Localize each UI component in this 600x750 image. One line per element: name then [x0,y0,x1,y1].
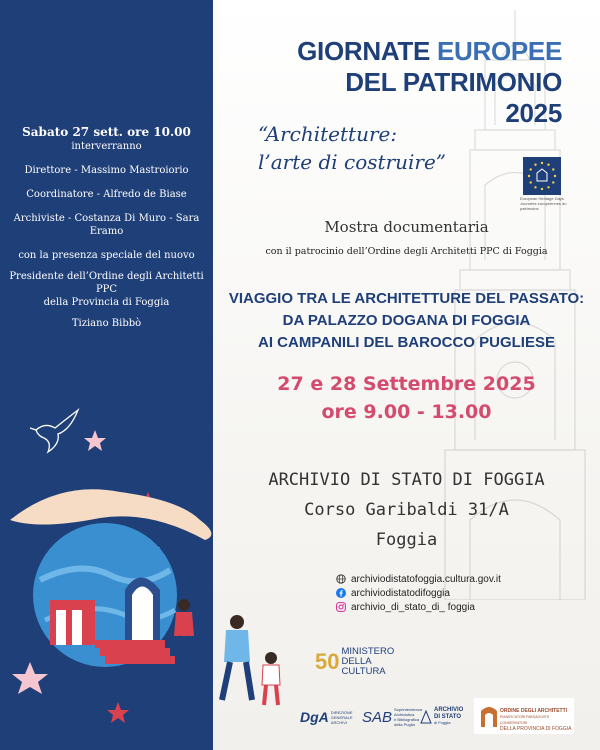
event-hours: ore 9.00 - 13.00 [321,401,492,423]
theme-line-1: VIAGGIO TRA LE ARCHITETTURE DEL PASSATO: [228,290,585,307]
globe-icon [336,574,346,584]
director: Direttore - Massimo Mastroiorio [24,165,189,176]
contacts-list [336,572,501,614]
title-line-patrimonio: DEL PATRIMONIO [345,67,562,97]
subtitle-line-1: “Architetture: [258,122,398,146]
facebook-text: archiviodistatodifoggia [351,587,450,599]
ordine-architetti-logo: ORDINE DEGLI ARCHITETTI PIANIFICATORI PAESAGGISTI CONSERVATORI DELLA PROVINCIA DI FOGGIA [474,698,574,734]
facebook-icon [336,588,346,598]
title-word-giornate: GIORNATE [297,36,437,66]
instagram-icon [336,602,346,612]
event-title [297,36,562,129]
star-icon [107,702,129,723]
title-year: 2025 [505,98,562,128]
star-icon [84,430,106,451]
dga-logo: DgA DIREZIONE GENERALE ARCHIVI [300,709,353,725]
fifty-years-mark: 50 [315,649,340,674]
exhibition-type: Mostra documentaria [324,218,489,236]
adult-figure [222,615,252,700]
president-name: Tiziano Bibbò [71,318,142,329]
president-title-2: della Provincia di Foggia [43,297,170,308]
program-date: Sabato 27 sett. ore 10.00 [22,125,191,139]
contact-facebook[interactable] [336,586,501,600]
ordine-emblem-icon [478,703,500,729]
dove-icon [30,410,78,452]
european-heritage-days-logo [523,157,561,195]
archivio-stato-logo: ARCHIVIO DI STATO di Foggia [420,707,463,727]
exhibition-subtitle [258,120,446,176]
red-building [50,600,95,645]
eu-logo-caption: European Heritage Days Journées européennes du patrimoine [520,196,567,211]
sab-logo: SAB Soprintendenza Archivistica e Bibliografica della Puglia [362,707,423,727]
decorative-illustration [0,400,300,750]
event-days: 27 e 28 Settembre 2025 [277,373,536,395]
exhibition-theme [213,288,600,354]
red-stairs [95,640,175,664]
left-program-info [0,125,213,330]
archive-building-icon [420,710,432,724]
special-presence: con la presenza speciale del nuovo [18,250,195,261]
website-text: archiviodistatofoggia.cultura.gov.it [351,573,501,585]
contact-website[interactable] [336,572,501,586]
president-title-1: Presidente dell’Ordine degli Architetti PPC [9,271,204,295]
instagram-text: archivio_di_stato_di_ foggia [351,601,475,613]
theme-line-2: DA PALAZZO DOGANA DI FOGGIA [282,312,531,329]
subtitle-line-2: l’arte di costruire” [258,150,447,174]
ministero-text: MINISTERO DELLA CULTURA [341,646,395,677]
contact-instagram[interactable] [336,600,501,614]
ministero-cultura-logo [315,647,394,677]
venue-address: Corso Garibaldi 31/A [304,500,509,520]
title-word-europee: EUROPEE [436,36,562,66]
theme-line-3: AI CAMPANILI DEL BAROCCO PUGLIESE [258,334,555,351]
footer-logos [300,703,590,739]
patronage-note: con il patrocinio dell’Ordine degli Architetti PPC di Foggia [265,246,548,257]
intervene-label: interverranno [71,141,142,152]
toddler-figure [262,652,280,705]
archivists: Archiviste - Costanza Di Muro - Sara Eramo [13,213,200,237]
venue-name: ARCHIVIO DI STATO DI FOGGIA [268,470,545,490]
coordinator: Coordinatore - Alfredo de Biase [26,189,187,200]
venue-city: Foggia [375,530,438,550]
child-figure [174,599,194,662]
star-icon [12,662,48,694]
